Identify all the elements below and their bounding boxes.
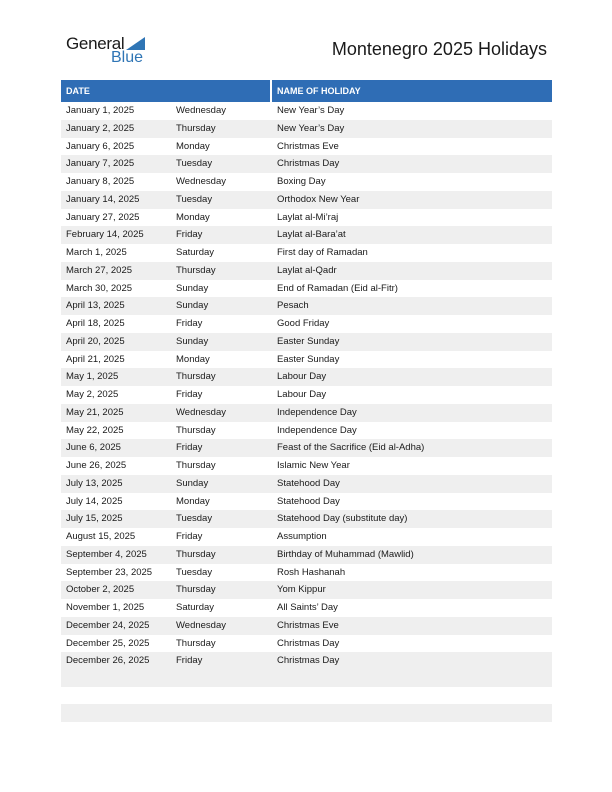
table-row [61, 368, 552, 386]
holiday-weekday: Sunday [176, 300, 209, 312]
holiday-date: December 25, 2025 [66, 637, 150, 649]
holiday-date: May 1, 2025 [66, 371, 119, 383]
holiday-date: May 22, 2025 [66, 424, 124, 436]
holiday-weekday: Friday [176, 318, 203, 329]
table-row [61, 404, 552, 422]
holiday-weekday: Wednesday [176, 105, 226, 116]
holiday-weekday: Sunday [176, 477, 209, 489]
table-row [61, 617, 552, 635]
table-row [61, 439, 552, 457]
holiday-date: June 26, 2025 [66, 460, 127, 471]
holiday-name: Feast of the Sacrifice (Eid al-Adha) [277, 442, 425, 454]
holiday-date: July 15, 2025 [66, 513, 123, 525]
holiday-name: All Saints’ Day [277, 602, 338, 613]
holiday-date: December 24, 2025 [66, 619, 150, 631]
table-row [61, 564, 552, 582]
holiday-date: January 2, 2025 [66, 122, 135, 134]
holiday-name: Statehood Day [277, 477, 340, 489]
holiday-name: Boxing Day [277, 176, 326, 187]
holiday-weekday: Thursday [176, 460, 216, 471]
holiday-name: New Year’s Day [277, 122, 345, 134]
table-row [61, 191, 552, 209]
holiday-name: Independence Day [277, 406, 357, 418]
holiday-weekday: Thursday [176, 264, 216, 276]
table-row [61, 493, 552, 511]
table-row [61, 120, 552, 138]
page-title: Montenegro 2025 Holidays [331, 39, 547, 59]
table-row [61, 386, 552, 404]
holiday-weekday: Thursday [176, 122, 216, 134]
holiday-name: New Year’s Day [277, 105, 345, 116]
holiday-date: May 2, 2025 [66, 389, 119, 400]
column-header-date: DATE [66, 86, 90, 96]
holiday-name: Islamic New Year [277, 460, 350, 471]
holiday-weekday: Sunday [176, 282, 209, 294]
holiday-name: Labour Day [277, 389, 327, 400]
table-row [61, 173, 552, 191]
table-row [61, 155, 552, 173]
table-row [61, 244, 552, 262]
holiday-name: Christmas Day [277, 655, 340, 667]
table-row [61, 209, 552, 227]
holiday-name: Labour Day [277, 371, 327, 383]
holiday-date: September 23, 2025 [66, 566, 153, 578]
header-divider [270, 80, 272, 102]
holiday-date: August 15, 2025 [66, 531, 136, 542]
holiday-date: May 21, 2025 [66, 406, 124, 418]
holiday-name: Christmas Eve [277, 140, 339, 152]
empty-row [61, 704, 552, 722]
holiday-name: Christmas Day [277, 158, 340, 170]
holiday-weekday: Wednesday [176, 176, 226, 187]
table-row [61, 280, 552, 298]
holiday-date: November 1, 2025 [66, 602, 145, 613]
table-row [61, 652, 552, 670]
holiday-table [61, 80, 552, 670]
table-row [61, 297, 552, 315]
holiday-date: December 26, 2025 [66, 655, 150, 667]
holiday-weekday: Friday [176, 655, 203, 667]
table-row [61, 510, 552, 528]
holiday-weekday: Friday [176, 442, 203, 454]
holiday-name: Christmas Eve [277, 619, 339, 631]
table-row [61, 422, 552, 440]
holiday-weekday: Monday [176, 211, 210, 223]
holiday-date: March 27, 2025 [66, 264, 133, 276]
table-row [61, 262, 552, 280]
holiday-date: January 7, 2025 [66, 158, 135, 170]
holiday-date: February 14, 2025 [66, 229, 144, 241]
holiday-weekday: Wednesday [176, 406, 226, 418]
holiday-date: January 8, 2025 [66, 176, 135, 187]
holiday-name: Assumption [277, 531, 327, 542]
table-row [61, 226, 552, 244]
holiday-name: Easter Sunday [277, 353, 340, 365]
holiday-name: Rosh Hashanah [277, 566, 346, 578]
empty-row [61, 669, 552, 687]
table-row [61, 333, 552, 351]
table-row [61, 457, 552, 475]
holiday-name: Laylat al-Bara’at [277, 229, 346, 241]
holiday-date: January 14, 2025 [66, 193, 140, 205]
holiday-date: April 21, 2025 [66, 353, 125, 365]
table-row [61, 315, 552, 333]
table-row [61, 351, 552, 369]
holiday-name: Easter Sunday [277, 335, 340, 347]
table-row [61, 475, 552, 493]
holiday-date: January 27, 2025 [66, 211, 140, 223]
holiday-name: Christmas Day [277, 637, 340, 649]
holiday-name: Statehood Day (substitute day) [277, 513, 408, 525]
holiday-date: October 2, 2025 [66, 584, 135, 596]
table-row [61, 599, 552, 617]
holiday-date: January 6, 2025 [66, 140, 135, 152]
holiday-weekday: Monday [176, 495, 210, 507]
holiday-weekday: Wednesday [176, 619, 226, 631]
table-row [61, 546, 552, 564]
holiday-weekday: Tuesday [176, 158, 213, 170]
holiday-weekday: Tuesday [176, 513, 213, 525]
holiday-name: End of Ramadan (Eid al-Fitr) [277, 282, 398, 294]
holiday-date: April 18, 2025 [66, 318, 125, 329]
table-row [61, 581, 552, 599]
holiday-name: Orthodox New Year [277, 193, 360, 205]
holiday-weekday: Saturday [176, 602, 215, 613]
holiday-weekday: Thursday [176, 548, 216, 560]
holiday-weekday: Saturday [176, 247, 215, 258]
holiday-date: March 30, 2025 [66, 282, 133, 294]
holiday-date: January 1, 2025 [66, 105, 135, 116]
holiday-date: July 13, 2025 [66, 477, 123, 489]
holiday-weekday: Thursday [176, 371, 216, 383]
holiday-date: March 1, 2025 [66, 247, 127, 258]
table-body [61, 102, 552, 670]
holiday-weekday: Thursday [176, 584, 216, 596]
holiday-date: September 4, 2025 [66, 548, 147, 560]
holiday-date: April 13, 2025 [66, 300, 125, 312]
column-header-name: NAME OF HOLIDAY [277, 86, 361, 96]
holiday-weekday: Friday [176, 531, 203, 542]
table-row [61, 528, 552, 546]
table-row [61, 102, 552, 120]
brand-word-blue: Blue [111, 49, 144, 66]
holiday-weekday: Thursday [176, 637, 216, 649]
brand-logo [66, 34, 156, 68]
holiday-name: Pesach [277, 300, 309, 312]
holiday-name: Birthday of Muhammad (Mawlid) [277, 548, 414, 560]
holiday-weekday: Friday [176, 229, 203, 241]
holiday-weekday: Sunday [176, 335, 209, 347]
holiday-weekday: Tuesday [176, 566, 213, 578]
holiday-date: June 6, 2025 [66, 442, 121, 454]
table-row [61, 635, 552, 653]
holiday-weekday: Monday [176, 353, 210, 365]
holiday-weekday: Thursday [176, 424, 216, 436]
holiday-name: Yom Kippur [277, 584, 326, 596]
holiday-name: Independence Day [277, 424, 357, 436]
holiday-name: Statehood Day [277, 495, 340, 507]
holiday-date: July 14, 2025 [66, 495, 123, 507]
table-header [61, 80, 552, 102]
holiday-name: Laylat al-Qadr [277, 264, 337, 276]
holiday-date: April 20, 2025 [66, 335, 125, 347]
holiday-weekday: Tuesday [176, 193, 213, 205]
holiday-name: Good Friday [277, 318, 330, 329]
holiday-name: Laylat al-Mi’raj [277, 211, 339, 223]
holiday-weekday: Friday [176, 389, 203, 400]
holiday-name: First day of Ramadan [277, 247, 368, 258]
holiday-weekday: Monday [176, 140, 210, 152]
brand-word-general: General [66, 34, 125, 53]
table-row [61, 138, 552, 156]
